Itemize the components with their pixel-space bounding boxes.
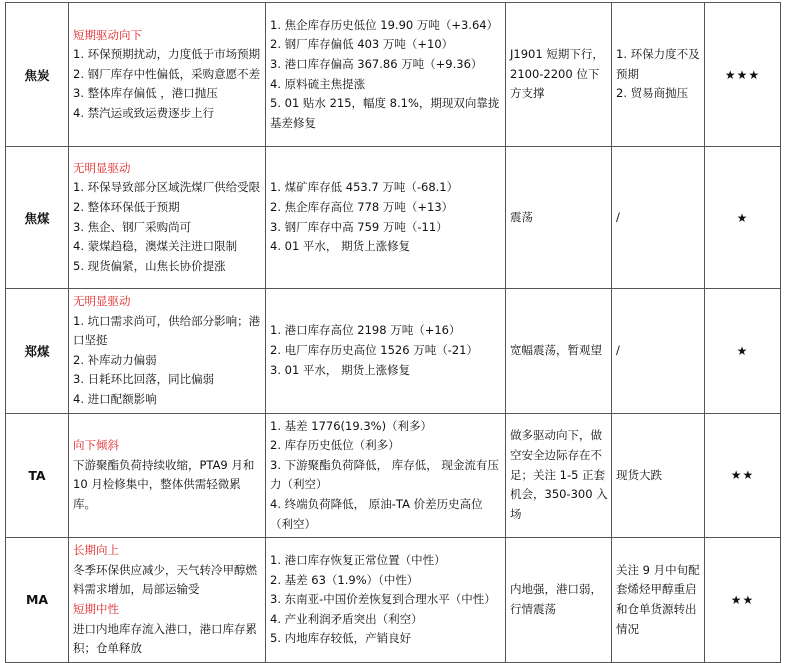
drive-text: 5. 现货偏紧，山焦长协价提涨: [73, 258, 226, 273]
risk-text: /: [616, 342, 620, 357]
rating-stars: ★★: [705, 413, 781, 538]
view-cell: [506, 538, 612, 663]
drive-heading: 短期中性: [73, 601, 119, 616]
drive-text: 1. 环保预期扰动，力度低于市场预期: [73, 47, 261, 62]
commodity-name: TA: [6, 413, 69, 538]
risk-cell: [612, 289, 705, 414]
drive-cell: [69, 538, 266, 663]
drive-text: 3. 日耗环比回落，同比偏弱: [73, 372, 215, 387]
risk-cell: [612, 413, 705, 538]
drive-cell: [69, 3, 266, 147]
commodity-name: 焦煤: [6, 147, 69, 289]
inventory-item: 4. 原料硫主焦提涨: [270, 76, 366, 91]
inventory-item: 2. 电厂库存历史高位 1526 万吨（-21）: [270, 342, 478, 357]
risk-text: 2. 贸易商抛压: [616, 86, 689, 101]
rating-stars: ★: [705, 147, 781, 289]
drive-cell: [69, 147, 266, 289]
inventory-item: 2. 基差 63（1.9%）（中性）: [270, 572, 419, 587]
table-body: [6, 3, 781, 663]
inventory-item: 3. 钢厂库存中高 759 万吨（-11）: [270, 219, 448, 234]
drive-text: 2. 补库动力偏弱: [73, 352, 157, 367]
drive-text: 4. 禁汽运或致运费逐步上行: [73, 105, 215, 120]
inventory-item: 4. 产业利润矛盾突出（利空）: [270, 611, 423, 626]
view-text: 震荡: [510, 209, 533, 224]
inventory-item: 3. 01 平水， 期货上涨修复: [270, 362, 411, 377]
drive-heading: 无明显驱动: [73, 160, 131, 175]
drive-text: 1. 环保导致部分区域洗煤厂供给受限: [73, 180, 261, 195]
risk-text: 关注 9 月中旬配套烯烃甲醇重启和仓单货源转出情况: [616, 562, 700, 636]
table-row: [6, 413, 781, 538]
drive-text: 3. 焦企、钢厂采购尚可: [73, 219, 192, 234]
drive-text: 进口内地库存流入港口，港口库存累积；仓单释放: [73, 621, 257, 656]
drive-heading: 无明显驱动: [73, 294, 131, 308]
view-cell: [506, 289, 612, 414]
inventory-item: 2. 焦企库存高位 778 万吨（+13）: [270, 199, 454, 214]
inventory-cell: [266, 538, 506, 663]
drive-cell: [69, 413, 266, 538]
table-row: [6, 147, 781, 289]
drive-text: 2. 整体环保低于预期: [73, 199, 180, 214]
drive-cell: [69, 289, 266, 414]
inventory-item: 3. 下游聚酯负荷降低， 库存低， 现金流有压力（利空）: [270, 457, 499, 492]
drive-text: 3. 整体库存偏低 ，港口抛压: [73, 86, 218, 101]
commodity-name: 焦炭: [6, 3, 69, 147]
inventory-item: 1. 港口库存恢复正常位置（中性）: [270, 552, 446, 567]
inventory-item: 1. 煤矿库存低 453.7 万吨（-68.1）: [270, 180, 459, 195]
inventory-item: 5. 内地库存较低，产销良好: [270, 631, 412, 646]
drive-text: 2. 钢厂库存中性偏低，采购意愿不差: [73, 66, 261, 81]
rating-stars: ★: [705, 289, 781, 414]
inventory-item: 1. 焦企库存历史低位 19.90 万吨（+3.64）: [270, 17, 499, 32]
commodity-name: 郑煤: [6, 289, 69, 414]
drive-text: 4. 进口配额影响: [73, 391, 157, 406]
inventory-item: 4. 终端负荷降低， 原油-TA 价差历史高位（利空）: [270, 496, 483, 531]
inventory-item: 1. 基差 1776(19.3%)（利多）: [270, 418, 433, 433]
rating-stars: ★★: [705, 538, 781, 663]
risk-cell: [612, 147, 705, 289]
view-cell: [506, 147, 612, 289]
inventory-item: 1. 港口库存高位 2198 万吨（+16）: [270, 323, 461, 338]
risk-text: 现货大跌: [616, 467, 662, 482]
drive-heading: 向下倾斜: [73, 438, 119, 453]
risk-text: /: [616, 209, 620, 224]
commodity-name: MA: [6, 538, 69, 663]
inventory-item: 3. 港口库存偏高 367.86 万吨（+9.36）: [270, 56, 483, 71]
inventory-item: 3. 东南亚-中国价差恢复到合理水平（中性）: [270, 592, 496, 607]
inventory-cell: [266, 289, 506, 414]
inventory-item: 2. 钢厂库存偏低 403 万吨（+10）: [270, 37, 454, 52]
drive-heading: 长期向上: [73, 543, 119, 558]
view-cell: [506, 413, 612, 538]
view-cell: [506, 3, 612, 147]
view-text: J1901 短期下行，2100-2200 位下方支撑: [510, 47, 604, 101]
drive-text: 4. 蒙煤趋稳，澳煤关注进口限制: [73, 239, 238, 254]
inventory-cell: [266, 413, 506, 538]
view-text: 宽幅震荡，暂观望: [510, 342, 602, 357]
view-text: 做多驱动向下，做空安全边际存在不足；关注 1-5 正套机会，350-300 入场: [510, 428, 608, 521]
table-row: [6, 538, 781, 663]
risk-cell: [612, 3, 705, 147]
inventory-item: 5. 01 贴水 215，幅度 8.1%，期现双向靠拢基差修复: [270, 96, 500, 130]
drive-heading: 短期驱动向下: [73, 27, 142, 42]
risk-cell: [612, 538, 705, 663]
drive-text: 冬季环保供应减少，天气转冷甲醇燃料需求增加，局部运输受: [73, 562, 257, 597]
inventory-item: 2. 库存历史低位（利多）: [270, 438, 400, 453]
inventory-cell: [266, 3, 506, 147]
commodity-outlook-table: [5, 2, 781, 663]
drive-text: 下游聚酯负荷持续收缩，PTA9 月和 10 月检修集中，整体供需轻微累库。: [73, 457, 255, 511]
view-text: 内地强，港口弱，行情震荡: [510, 582, 602, 616]
inventory-item: 4. 01 平水， 期货上涨修复: [270, 239, 411, 254]
risk-text: 1. 环保力度不及预期: [616, 47, 700, 81]
table-row: [6, 289, 781, 414]
rating-stars: ★★★: [705, 3, 781, 147]
drive-text: 1. 坑口需求尚可，供给部分影响；港口坚挺: [73, 313, 261, 348]
inventory-cell: [266, 147, 506, 289]
table-row: [6, 3, 781, 147]
